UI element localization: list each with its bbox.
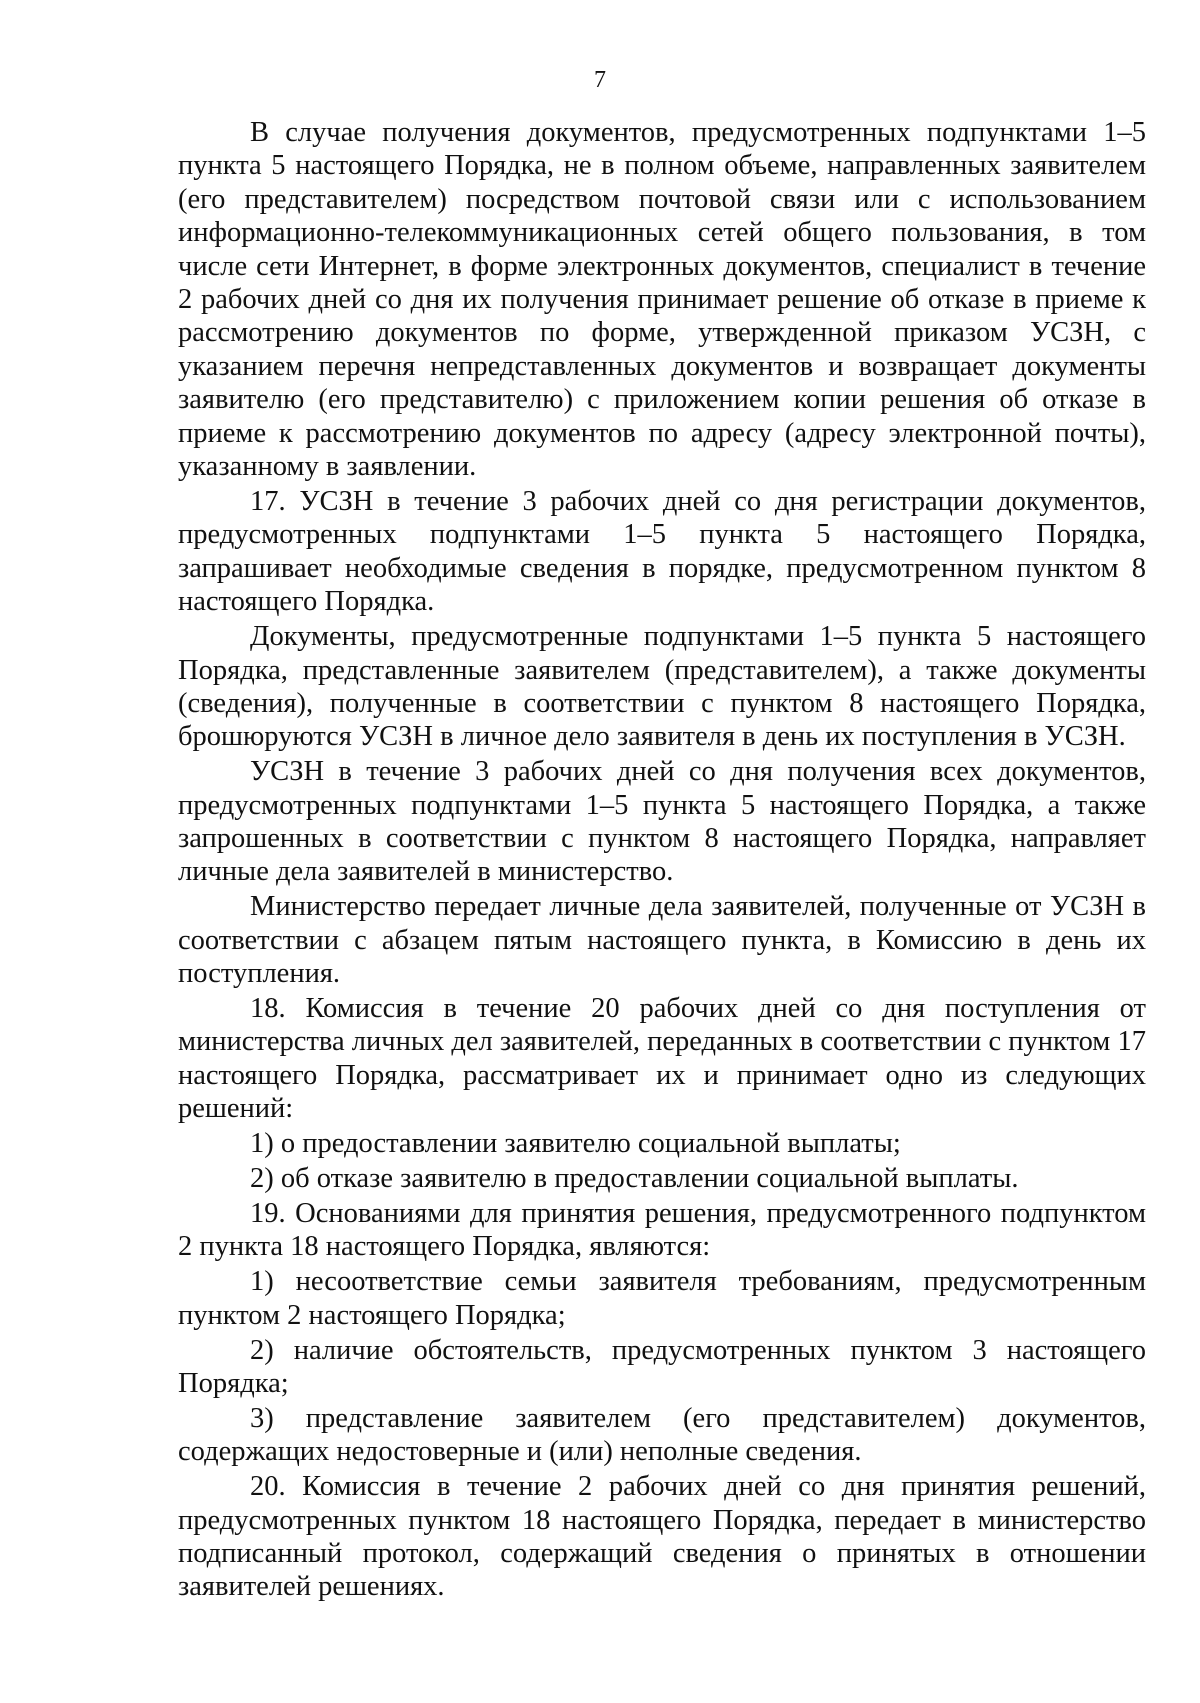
paragraph-19-item-1: 1) несоответствие семьи заявителя требованиям, предусмотренным пунктом 2 настоящего Порядка;: [178, 1266, 1146, 1331]
paragraph-17-uszn-forwarding: УСЗН в течение 3 рабочих дней со дня получения всех документов, предусмотренных подпунктами 1–5 пункта 5 настоящего Порядка, а также запрошенных в соответствии с пунктом 8 настоящего Порядка, направляет личные дела заявителей в министерство.: [178, 756, 1146, 888]
paragraph-17-documents: Документы, предусмотренные подпунктами 1–5 пункта 5 настоящего Порядка, представленные заявителем (представителем), а также документы (сведения), полученные в соответствии с пунктом 8 настоящего Порядка, брошюруются УСЗН в личное дело заявителя в день их поступления в УСЗН.: [178, 621, 1146, 753]
paragraph-19: 19. Основаниями для принятия решения, предусмотренного подпунктом 2 пункта 18 настоящего Порядка, являются:: [178, 1198, 1146, 1263]
paragraph-19-item-2: 2) наличие обстоятельств, предусмотренных пунктом 3 настоящего Порядка;: [178, 1334, 1146, 1400]
paragraph-19-item-3: 3) представление заявителем (его представителем) документов, содержащих недостоверные и (или) неполные сведения.: [178, 1402, 1146, 1468]
page-number: 7: [594, 67, 606, 93]
paragraph-refusal-incomplete-documents: В случае получения документов, предусмотренных подпунктами 1–5 пункта 5 настоящего Порядка, не в полном объеме, направленных заявителем (его представителем) посредством почтовой связи или с использованием информационно-телекоммуникационных сетей общего пользования, в том числе сети Интернет, в форме электронных документов, специалист в течение 2 рабочих дней со дня их получения принимает решение об отказе в приеме к рассмотрению документов по форме, утвержденной приказом УСЗН, с указанием перечня непредставленных документов и возвращает документы заявителю (его представителю) с приложением копии решения об отказе в приеме к рассмотрению документов по адресу (адресу электронной почты), указанному в заявлении.: [178, 117, 1146, 483]
paragraph-20: 20. Комиссия в течение 2 рабочих дней со дня принятия решений, предусмотренных пунктом 18 настоящего Порядка, передает в министерство подписанный протокол, содержащий сведения о принятых в отношении заявителей решениях.: [178, 1471, 1146, 1603]
paragraph-17: 17. УСЗН в течение 3 рабочих дней со дня регистрации документов, предусмотренных подпунктами 1–5 пункта 5 настоящего Порядка, запрашивает необходимые сведения в порядке, предусмотренном пунктом 8 настоящего Порядка.: [178, 485, 1146, 618]
paragraph-18-item-2: 2) об отказе заявителю в предоставлении социальной выплаты.: [250, 1163, 1019, 1195]
paragraph-17-ministry-transfer: Министерство передает личные дела заявителей, полученные от УСЗН в соответствии с абзацем пятым настоящего пункта, в Комиссию в день их поступления.: [178, 891, 1146, 990]
paragraph-18: 18. Комиссия в течение 20 рабочих дней со дня поступления от министерства личных дел заявителей, переданных в соответствии с пунктом 17 настоящего Порядка, рассматривает их и принимает одно из следующих решений:: [178, 993, 1146, 1125]
document-body: [178, 116, 1146, 1605]
paragraph-18-item-1: 1) о предоставлении заявителю социальной выплаты;: [250, 1128, 901, 1160]
